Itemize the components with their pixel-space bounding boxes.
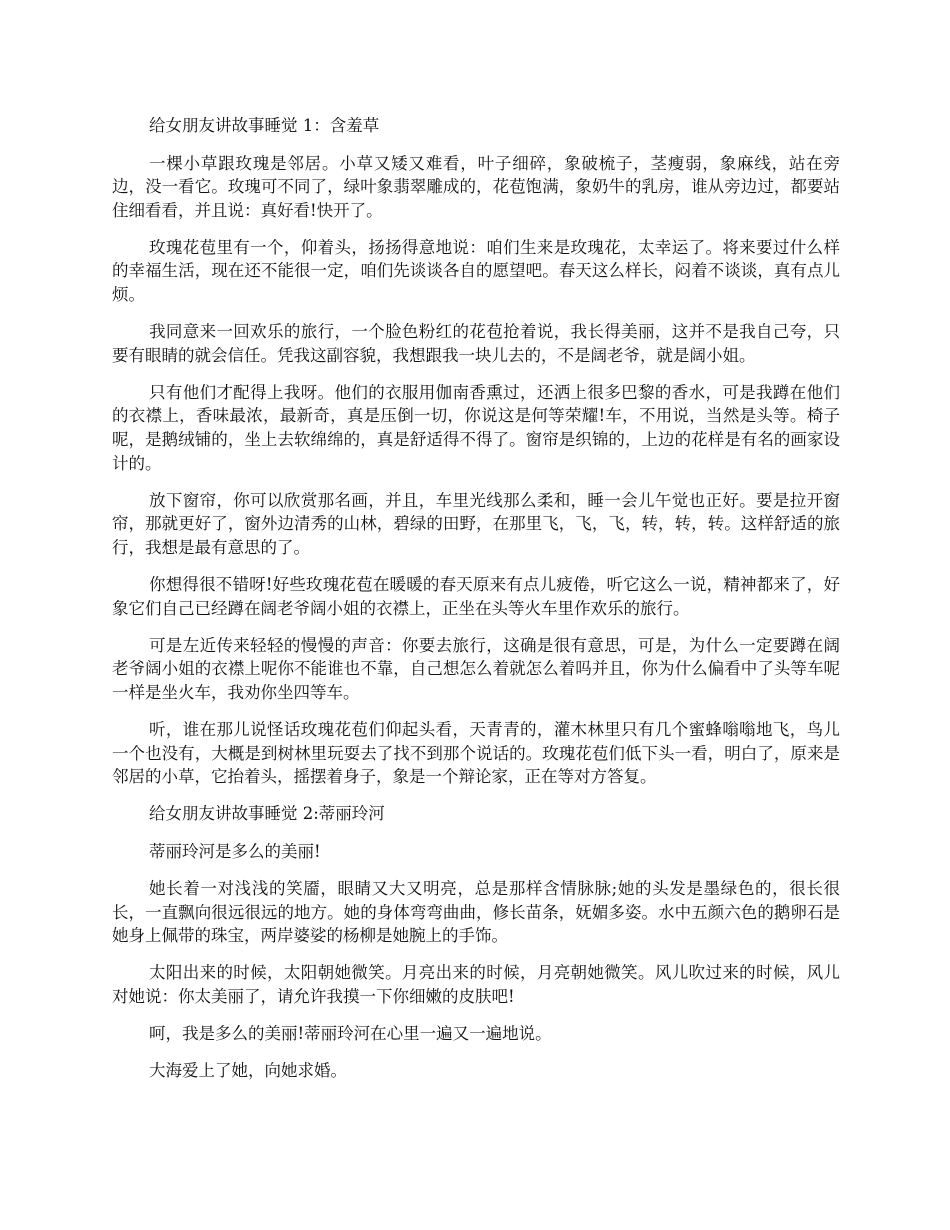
paragraph: 听，谁在那儿说怪话玫瑰花苞们仰起头看，天青青的，灌木林里只有几个蜜蜂嗡嗡地飞，鸟儿一个也没有，大概是到树林里玩耍去了找不到那个说话的。玫瑰花苞们低下头一看，明白了，原来是邻居的小草，它抬着头，摇摆着身子，象是一个辩论家，正在等对方答复。 bbox=[112, 719, 840, 787]
paragraph: 呵，我是多么的美丽!蒂丽玲河在心里一遍又一遍地说。 bbox=[149, 1023, 552, 1043]
story-1-heading: 给女朋友讲故事睡觉 1：含羞草 bbox=[149, 116, 380, 135]
paragraph: 玫瑰花苞里有一个，仰着头，扬扬得意地说：咱们生来是玫瑰花，太幸运了。将来要过什么样的幸福生活，现在还不能很一定，咱们先谈谈各自的愿望吧。春天这么样长，闷着不谈谈，真有点儿烦。 bbox=[112, 237, 840, 305]
paragraph: 你想得很不错呀!好些玫瑰花苞在暖暖的春天原来有点儿疲倦，听它这么一说，精神都来了，好象它们自己已经蹲在阔老爷阔小姐的衣襟上，正坐在头等火车里作欢乐的旅行。 bbox=[112, 575, 840, 618]
paragraph: 只有他们才配得上我呀。他们的衣服用伽南香熏过，还洒上很多巴黎的香水，可是我蹲在他们的衣襟上，香味最浓，最新奇，真是压倒一切，你说这是何等荣耀!车，不用说，当然是头等。椅子呢，是鹅绒铺的，坐上去软绵绵的，真是舒适得不得了。窗帘是织锦的，上边的花样是有名的画家设计的。 bbox=[112, 382, 840, 473]
paragraph: 她长着一对浅浅的笑靥，眼睛又大又明亮，总是那样含情脉脉;她的头发是墨绿色的，很长很长，一直飘向很远很远的地方。她的身体弯弯曲曲，修长苗条，妩媚多姿。水中五颜六色的鹅卵石是她身上佩带的珠宝，两岸婆娑的杨柳是她腕上的手饰。 bbox=[112, 878, 840, 946]
story-2-heading: 给女朋友讲故事睡觉 2:蒂丽玲河 bbox=[149, 804, 385, 824]
paragraph: 可是左近传来轻轻的慢慢的声音：你要去旅行，这确是很有意思，可是，为什么一定要蹲在阔老爷阔小姐的衣襟上呢你不能谁也不靠，自己想怎么着就怎么着吗并且，你为什么偏看中了头等车呢一样是坐火车，我劝你坐四等车。 bbox=[112, 635, 840, 702]
paragraph: 一棵小草跟玫瑰是邻居。小草又矮又难看，叶子细碎，象破梳子，茎瘦弱，象麻线，站在旁边，没一看它。玫瑰可不同了，绿叶象翡翠雕成的，花苞饱满，象奶牛的乳房，谁从旁边过，都要站住细看看，并且说：真好看!快开了。 bbox=[112, 153, 840, 220]
paragraph: 蒂丽玲河是多么的美丽! bbox=[149, 841, 321, 861]
paragraph: 大海爱上了她，向她求婚。 bbox=[149, 1061, 347, 1080]
paragraph: 我同意来一回欢乐的旅行，一个脸色粉红的花苞抢着说，我长得美丽，这并不是我自己夸，只要有眼睛的就会信任。凭我这副容貌，我想跟我一块儿去的，不是阔老爷，就是阔小姐。 bbox=[112, 322, 840, 365]
paragraph: 太阳出来的时候，太阳朝她微笑。月亮出来的时候，月亮朝她微笑。风儿吹过来的时候，风儿对她说：你太美丽了，请允许我摸一下你细嫩的皮肤吧! bbox=[112, 963, 840, 1006]
paragraph: 放下窗帘，你可以欣赏那名画，并且，车里光线那么柔和，睡一会儿午觉也正好。要是拉开窗帘，那就更好了，窗外边清秀的山林，碧绿的田野，在那里飞，飞，飞，转，转，转。这样舒适的旅行，我想是最有意思的了。 bbox=[112, 490, 840, 557]
document-body bbox=[112, 114, 840, 1096]
